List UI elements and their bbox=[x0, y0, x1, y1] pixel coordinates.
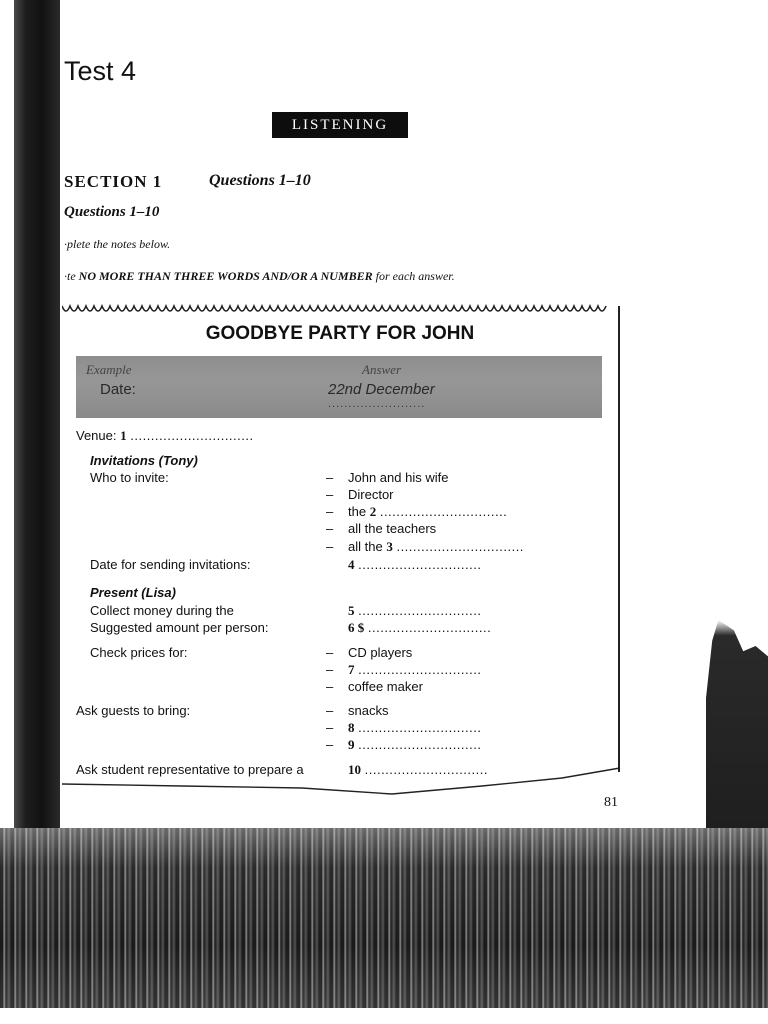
scan-edge-bottom bbox=[0, 1008, 768, 1024]
invite-item-text: all the bbox=[348, 539, 383, 554]
q9-number: 9 bbox=[348, 737, 355, 752]
q5-row bbox=[348, 603, 481, 619]
q6-number: 6 $ bbox=[348, 620, 365, 635]
scan-shadow-bottom bbox=[0, 828, 768, 1024]
venue-row bbox=[76, 428, 254, 444]
price-item: coffee maker bbox=[348, 679, 423, 694]
q5-blank[interactable]: .............................. bbox=[358, 603, 482, 618]
ask-guests-label: Ask guests to bring: bbox=[76, 703, 191, 718]
q8-row bbox=[348, 720, 481, 736]
torn-edge-top bbox=[62, 298, 622, 318]
q1-number: 1 bbox=[120, 428, 127, 443]
example-answer-dots: ........................ bbox=[328, 398, 426, 410]
q9-blank[interactable]: .............................. bbox=[358, 737, 482, 752]
q2-blank[interactable]: ............................... bbox=[379, 504, 508, 519]
who-to-invite-label: Who to invite: bbox=[90, 470, 169, 485]
collect-money-label: Collect money during the bbox=[90, 603, 234, 618]
notes-title: GOODBYE PARTY FOR JOHN bbox=[205, 323, 475, 344]
invite-item-q2 bbox=[348, 504, 507, 520]
invite-item-q3 bbox=[348, 539, 524, 555]
dash: – bbox=[326, 470, 334, 485]
section-heading: SECTION 1 bbox=[64, 172, 163, 191]
q7-row bbox=[348, 662, 481, 678]
check-prices-label: Check prices for: bbox=[90, 645, 188, 660]
test-title: Test 4 bbox=[64, 56, 137, 86]
instruction-suffix: for each answer. bbox=[375, 269, 455, 283]
listening-banner: LISTENING bbox=[272, 112, 408, 138]
q6-row bbox=[348, 620, 491, 636]
instruction-bold: NO MORE THAN THREE WORDS AND/OR A NUMBER bbox=[78, 269, 373, 283]
q3-blank[interactable]: ............................... bbox=[396, 539, 524, 554]
page-number: 81 bbox=[604, 795, 618, 810]
guest-item: snacks bbox=[348, 703, 389, 718]
invite-item: Director bbox=[348, 487, 394, 502]
dash: – bbox=[326, 539, 334, 554]
example-box bbox=[76, 356, 602, 418]
invitations-heading: Invitations (Tony) bbox=[90, 453, 198, 468]
q3-number: 3 bbox=[386, 539, 393, 554]
scan-shadow-left bbox=[14, 0, 60, 830]
example-label: Example bbox=[86, 362, 132, 377]
instruction-word-limit bbox=[64, 269, 455, 284]
price-item: CD players bbox=[348, 645, 413, 660]
instruction-prefix: ·te bbox=[64, 269, 76, 283]
venue-label: Venue: bbox=[76, 428, 117, 443]
q10-number: 10 bbox=[348, 762, 361, 777]
example-answer: 22nd December bbox=[328, 381, 435, 398]
ask-student-label: Ask student representative to prepare a bbox=[76, 762, 304, 777]
q1-blank[interactable]: .............................. bbox=[130, 428, 254, 443]
q4-number: 4 bbox=[348, 557, 355, 572]
answer-label: Answer bbox=[362, 362, 401, 377]
date-sending-label: Date for sending invitations: bbox=[90, 557, 251, 572]
q7-number: 7 bbox=[348, 662, 355, 677]
dash: – bbox=[326, 504, 334, 519]
q8-blank[interactable]: .............................. bbox=[358, 720, 482, 735]
q8-number: 8 bbox=[348, 720, 355, 735]
q10-blank[interactable]: .............................. bbox=[364, 762, 488, 777]
dash: – bbox=[326, 645, 334, 660]
questions-subheading: Questions 1–10 bbox=[64, 204, 160, 220]
dash: – bbox=[326, 720, 334, 735]
dash: – bbox=[326, 487, 334, 502]
section-questions: Questions 1–10 bbox=[209, 172, 311, 189]
q6-blank[interactable]: .............................. bbox=[367, 620, 492, 635]
invite-item: John and his wife bbox=[348, 470, 449, 485]
present-heading: Present (Lisa) bbox=[90, 585, 176, 600]
invite-item: all the teachers bbox=[348, 521, 437, 536]
dash: – bbox=[326, 521, 334, 536]
dash: – bbox=[326, 662, 334, 677]
q2-number: 2 bbox=[369, 504, 377, 519]
q7-blank[interactable]: .............................. bbox=[358, 662, 482, 677]
suggested-amount-label: Suggested amount per person: bbox=[90, 620, 269, 635]
q4-row bbox=[348, 557, 481, 573]
q9-row bbox=[348, 737, 481, 753]
notes-frame-right bbox=[618, 306, 620, 772]
q10-row bbox=[348, 762, 488, 778]
scan-edge-left bbox=[0, 0, 12, 830]
dash: – bbox=[326, 703, 334, 718]
example-field: Date: bbox=[100, 381, 136, 398]
q4-blank[interactable]: .............................. bbox=[358, 557, 482, 572]
q5-number: 5 bbox=[348, 603, 355, 618]
invite-item-text: the bbox=[348, 504, 367, 519]
dash: – bbox=[326, 737, 334, 752]
dash: – bbox=[326, 679, 334, 694]
instruction-complete: ·plete the notes below. bbox=[64, 237, 171, 251]
